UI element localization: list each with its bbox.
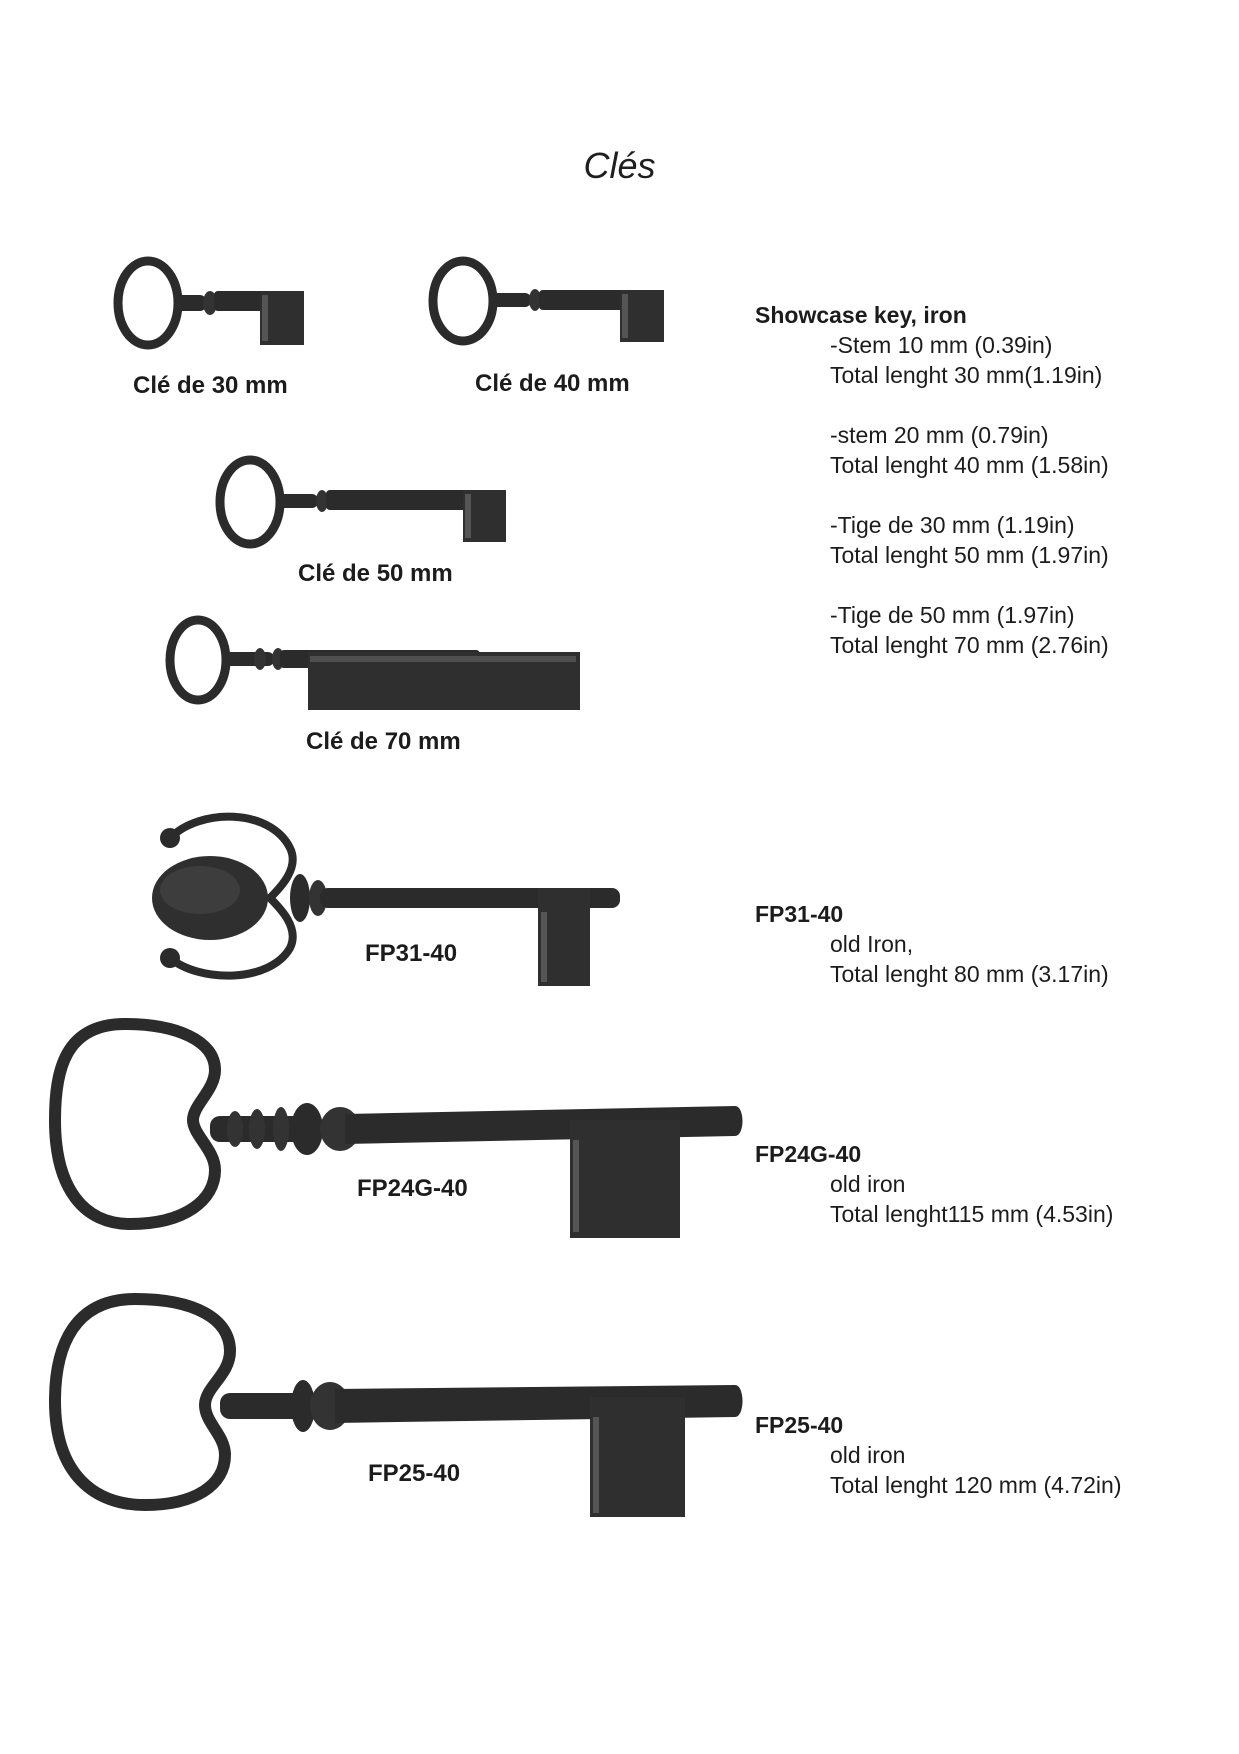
key-fp31-40-label: FP31-40 xyxy=(365,940,458,967)
page-title: Clés xyxy=(583,145,656,186)
spec-fp25-40-heading: FP25-40 xyxy=(755,1412,844,1438)
spec-fp25-40 xyxy=(755,1410,1122,1500)
key-fp25-40-icon xyxy=(45,1285,755,1525)
spec-fp31-40-heading: FP31-40 xyxy=(755,901,844,927)
key-fp24g-40-label: FP24G-40 xyxy=(357,1175,468,1202)
spec-fp31-40 xyxy=(755,899,1109,989)
key-50mm-image xyxy=(210,452,520,562)
key-fp24g-40-icon xyxy=(45,1010,755,1240)
key-40mm-label: Clé de 40 mm xyxy=(475,370,630,397)
spec-fp24g-40 xyxy=(755,1139,1113,1229)
spec-fp24g-40-line: Total lenght115 mm (4.53in) xyxy=(830,1201,1114,1227)
key-fp25-40-label: FP25-40 xyxy=(368,1460,461,1487)
key-70mm-image xyxy=(160,610,590,720)
key-30mm-image xyxy=(110,255,310,355)
key-50mm-icon xyxy=(210,452,520,562)
spec-showcase-line: -Tige de 50 mm (1.97in) xyxy=(830,602,1075,628)
spec-showcase-line: -Stem 10 mm (0.39in) xyxy=(830,332,1053,358)
spec-fp24g-40-line: old iron xyxy=(830,1171,906,1197)
spec-fp31-40-line: old Iron, xyxy=(830,931,914,957)
key-40mm-image xyxy=(425,255,675,355)
spec-showcase-line: Total lenght 70 mm (2.76in) xyxy=(830,632,1109,658)
key-fp25-40-image xyxy=(45,1285,755,1525)
key-40mm-icon xyxy=(425,255,675,355)
key-70mm-icon xyxy=(160,610,590,720)
spec-fp24g-40-heading: FP24G-40 xyxy=(755,1141,862,1167)
spec-fp25-40-line: old iron xyxy=(830,1442,906,1468)
spec-showcase-line: Total lenght 50 mm (1.97in) xyxy=(830,542,1109,568)
spec-showcase-line: -stem 20 mm (0.79in) xyxy=(830,422,1049,448)
spec-fp31-40-line: Total lenght 80 mm (3.17in) xyxy=(830,961,1109,987)
spec-showcase-heading: Showcase key, iron xyxy=(755,302,967,328)
spec-showcase-line: Total lenght 30 mm(1.19in) xyxy=(830,362,1103,388)
key-50mm-label: Clé de 50 mm xyxy=(298,560,453,587)
spec-showcase-line: -Tige de 30 mm (1.19in) xyxy=(830,512,1075,538)
key-30mm-label: Clé de 30 mm xyxy=(133,372,288,399)
key-fp24g-40-image xyxy=(45,1010,755,1240)
spec-showcase-line: Total lenght 40 mm (1.58in) xyxy=(830,452,1109,478)
key-70mm-label: Clé de 70 mm xyxy=(306,728,461,755)
spec-fp25-40-line: Total lenght 120 mm (4.72in) xyxy=(830,1472,1122,1498)
key-30mm-icon xyxy=(110,255,310,355)
spec-showcase-keys xyxy=(755,300,1109,660)
